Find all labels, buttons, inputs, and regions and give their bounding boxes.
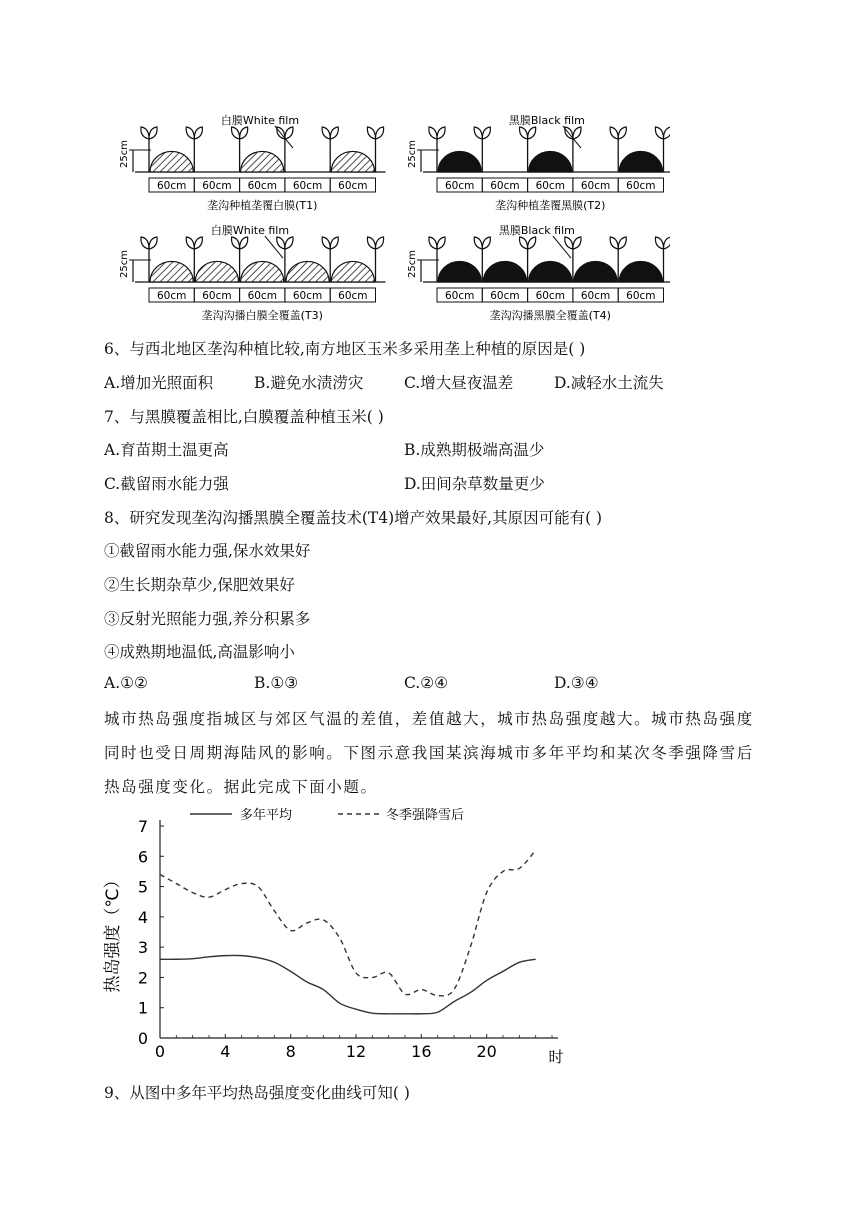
seedling-leaf-icon xyxy=(437,237,445,249)
width-label: 60cm xyxy=(626,180,656,192)
seedling-leaf-icon xyxy=(437,127,445,139)
legend-label-0: 多年平均 xyxy=(240,808,293,823)
mulch-diagram-figure xyxy=(100,104,670,326)
seedling-leaf-icon xyxy=(528,127,536,139)
mulch-ridge xyxy=(438,261,481,282)
q8-statement-4: ④成熟期地温低,高温影响小 xyxy=(104,643,295,661)
seedling-leaf-icon xyxy=(610,237,618,249)
width-label: 60cm xyxy=(156,180,187,192)
seedling-leaf-icon xyxy=(141,127,149,139)
diagram-caption: 垄沟种植垄覆白膜(T1) xyxy=(207,199,318,212)
q7-option-b[interactable]: B.成熟期极端高温少 xyxy=(404,441,545,459)
x-tick-label: 0 xyxy=(154,1042,166,1061)
seedling-leaf-icon xyxy=(232,237,240,249)
mulch-ridge xyxy=(286,261,329,282)
width-label: 60cm xyxy=(292,180,323,192)
seedling-leaf-icon xyxy=(149,237,157,249)
series-line-0 xyxy=(160,955,536,1013)
question-7-stem: 7、与黑膜覆盖相比,白膜覆盖种植玉米( ) xyxy=(104,408,384,426)
q8-option-c[interactable]: C.②④ xyxy=(404,674,449,692)
q6-option-a[interactable]: A.增加光照面积 xyxy=(104,374,214,392)
diagram-caption: 垄沟沟播黑膜全覆盖(T4) xyxy=(489,309,611,322)
mulch-ridge xyxy=(331,151,374,172)
seedling-leaf-icon xyxy=(322,127,330,139)
seedling-leaf-icon xyxy=(655,127,663,139)
q8-statement-2: ②生长期杂草少,保肥效果好 xyxy=(104,576,295,594)
height-label: 25cm xyxy=(119,250,130,278)
width-label: 60cm xyxy=(626,290,656,302)
question-6-stem: 6、与西北地区垄沟种植比较,南方地区玉米多采用垄上种植的原因是( ) xyxy=(104,340,586,358)
seedling-leaf-icon xyxy=(186,237,194,249)
q8-statement-3: ③反射光照能力强,养分积累多 xyxy=(104,610,311,628)
diagram-caption: 垄沟种植垄覆黑膜(T2) xyxy=(495,199,606,212)
seedling-leaf-icon xyxy=(618,237,626,249)
width-label: 60cm xyxy=(202,180,232,192)
width-label: 60cm xyxy=(535,180,565,192)
mulch-ridge xyxy=(150,151,193,172)
y-axis-label: 热岛强度（℃） xyxy=(103,871,123,993)
seedling-leaf-icon xyxy=(610,127,618,139)
film-label: 白膜White film xyxy=(210,224,290,237)
question-8-stem: 8、研究发现垄沟沟播黑膜全覆盖技术(T4)增产效果最好,其原因可能有( ) xyxy=(104,509,603,527)
y-tick-label: 6 xyxy=(137,847,148,867)
legend-label-1: 冬季强降雪后 xyxy=(386,808,465,823)
mulch-ridge xyxy=(529,261,572,282)
height-label: 25cm xyxy=(407,250,418,278)
mulch-ridge xyxy=(529,151,572,172)
seedling-leaf-icon xyxy=(186,127,194,139)
x-axis-label: 时 xyxy=(548,1048,564,1066)
q7-option-d[interactable]: D.田间杂草数量更少 xyxy=(404,475,545,493)
width-label: 60cm xyxy=(292,290,323,302)
mulch-ridge xyxy=(619,151,662,172)
width-label: 60cm xyxy=(156,290,187,302)
y-tick-label: 5 xyxy=(137,877,148,897)
width-label: 60cm xyxy=(444,180,475,192)
seedling-leaf-icon xyxy=(528,237,536,249)
height-label: 25cm xyxy=(119,140,130,168)
diagram-t2 xyxy=(407,113,670,212)
seedling-leaf-icon xyxy=(573,127,581,139)
y-tick-label: 2 xyxy=(137,968,148,988)
seedling-leaf-icon xyxy=(330,237,338,249)
mulch-ridge xyxy=(483,261,526,282)
seedling-leaf-icon xyxy=(367,237,375,249)
width-label: 60cm xyxy=(580,180,611,192)
q6-option-b[interactable]: B.避免水渍涝灾 xyxy=(254,374,364,392)
q7-option-c[interactable]: C.截留雨水能力强 xyxy=(104,475,229,493)
x-tick-label: 12 xyxy=(345,1042,367,1061)
seedling-leaf-icon xyxy=(482,127,490,139)
mulch-ridge xyxy=(241,151,284,172)
width-label: 60cm xyxy=(338,180,368,192)
seedling-leaf-icon xyxy=(474,127,482,139)
width-label: 60cm xyxy=(535,290,565,302)
mulch-ridge xyxy=(574,261,617,282)
q8-option-b[interactable]: B.①③ xyxy=(254,674,299,692)
diagram-t4 xyxy=(407,223,670,322)
y-tick-label: 0 xyxy=(137,1029,148,1048)
seedling-leaf-icon xyxy=(232,127,240,139)
q6-option-d[interactable]: D.减轻水土流失 xyxy=(554,374,664,392)
seedling-leaf-icon xyxy=(565,237,573,249)
seedling-leaf-icon xyxy=(429,127,437,139)
seedling-leaf-icon xyxy=(277,237,285,249)
seedling-leaf-icon xyxy=(655,237,663,249)
diagram-caption: 垄沟沟播白膜全覆盖(T3) xyxy=(201,309,323,322)
x-tick-label: 4 xyxy=(220,1042,231,1061)
height-label: 25cm xyxy=(407,140,418,168)
width-label: 60cm xyxy=(338,290,368,302)
film-label: 黑膜Black film xyxy=(508,114,585,127)
q8-option-d[interactable]: D.③④ xyxy=(554,674,599,692)
seedling-leaf-icon xyxy=(376,237,384,249)
width-label: 60cm xyxy=(490,290,520,302)
width-label: 60cm xyxy=(490,180,520,192)
seedling-leaf-icon xyxy=(285,237,293,249)
mulch-ridge xyxy=(619,261,662,282)
seedling-leaf-icon xyxy=(474,237,482,249)
q7-option-a[interactable]: A.育苗期土温更高 xyxy=(104,441,229,459)
y-tick-label: 4 xyxy=(137,907,148,927)
seedling-leaf-icon xyxy=(149,127,157,139)
mulch-ridge xyxy=(438,151,481,172)
width-label: 60cm xyxy=(444,290,475,302)
seedling-leaf-icon xyxy=(664,237,671,249)
diagram-t1 xyxy=(119,113,386,212)
mulch-ridge xyxy=(195,261,238,282)
seedling-leaf-icon xyxy=(285,127,293,139)
seedling-leaf-icon xyxy=(618,127,626,139)
x-tick-label: 8 xyxy=(285,1042,296,1061)
seedling-leaf-icon xyxy=(194,237,202,249)
seedling-leaf-icon xyxy=(367,127,375,139)
series-line-1 xyxy=(160,850,536,996)
width-label: 60cm xyxy=(202,290,232,302)
seedling-leaf-icon xyxy=(376,127,384,139)
seedling-leaf-icon xyxy=(240,127,248,139)
seedling-leaf-icon xyxy=(664,127,671,139)
width-label: 60cm xyxy=(580,290,611,302)
seedling-leaf-icon xyxy=(482,237,490,249)
seedling-leaf-icon xyxy=(429,237,437,249)
q8-option-a[interactable]: A.①② xyxy=(104,674,148,692)
q6-option-c[interactable]: C.增大昼夜温差 xyxy=(404,374,514,392)
passage-text: 城市热岛强度指城区与郊区气温的差值，差值越大，城市热岛强度越大。城市热岛强度同时也受日周期海陆风的影响。下图示意我国某滨海城市多年平均和某次冬季强降雪后热岛强度变化。据此完成下面小题。 xyxy=(104,710,754,796)
seedling-leaf-icon xyxy=(330,127,338,139)
seedling-leaf-icon xyxy=(240,237,248,249)
diagram-t3 xyxy=(119,223,386,322)
x-tick-label: 20 xyxy=(476,1042,497,1061)
width-label: 60cm xyxy=(247,290,277,302)
seedling-leaf-icon xyxy=(322,237,330,249)
seedling-leaf-icon xyxy=(194,127,202,139)
q8-statement-1: ①截留雨水能力强,保水效果好 xyxy=(104,542,311,560)
question-9-stem: 9、从图中多年平均热岛强度变化曲线可知( ) xyxy=(104,1084,410,1102)
seedling-leaf-icon xyxy=(520,127,528,139)
film-label: 白膜White film xyxy=(220,114,300,127)
mulch-ridge xyxy=(150,261,193,282)
seedling-leaf-icon xyxy=(141,237,149,249)
heat-island-chart xyxy=(96,800,576,1072)
mulch-ridge xyxy=(331,261,374,282)
y-tick-label: 1 xyxy=(137,998,148,1018)
mulch-ridge xyxy=(241,261,284,282)
y-tick-label: 7 xyxy=(137,817,148,836)
x-tick-label: 16 xyxy=(411,1042,432,1061)
seedling-leaf-icon xyxy=(573,237,581,249)
y-tick-label: 3 xyxy=(137,938,148,958)
width-label: 60cm xyxy=(247,180,277,192)
film-label: 黑膜Black film xyxy=(498,224,575,237)
seedling-leaf-icon xyxy=(520,237,528,249)
